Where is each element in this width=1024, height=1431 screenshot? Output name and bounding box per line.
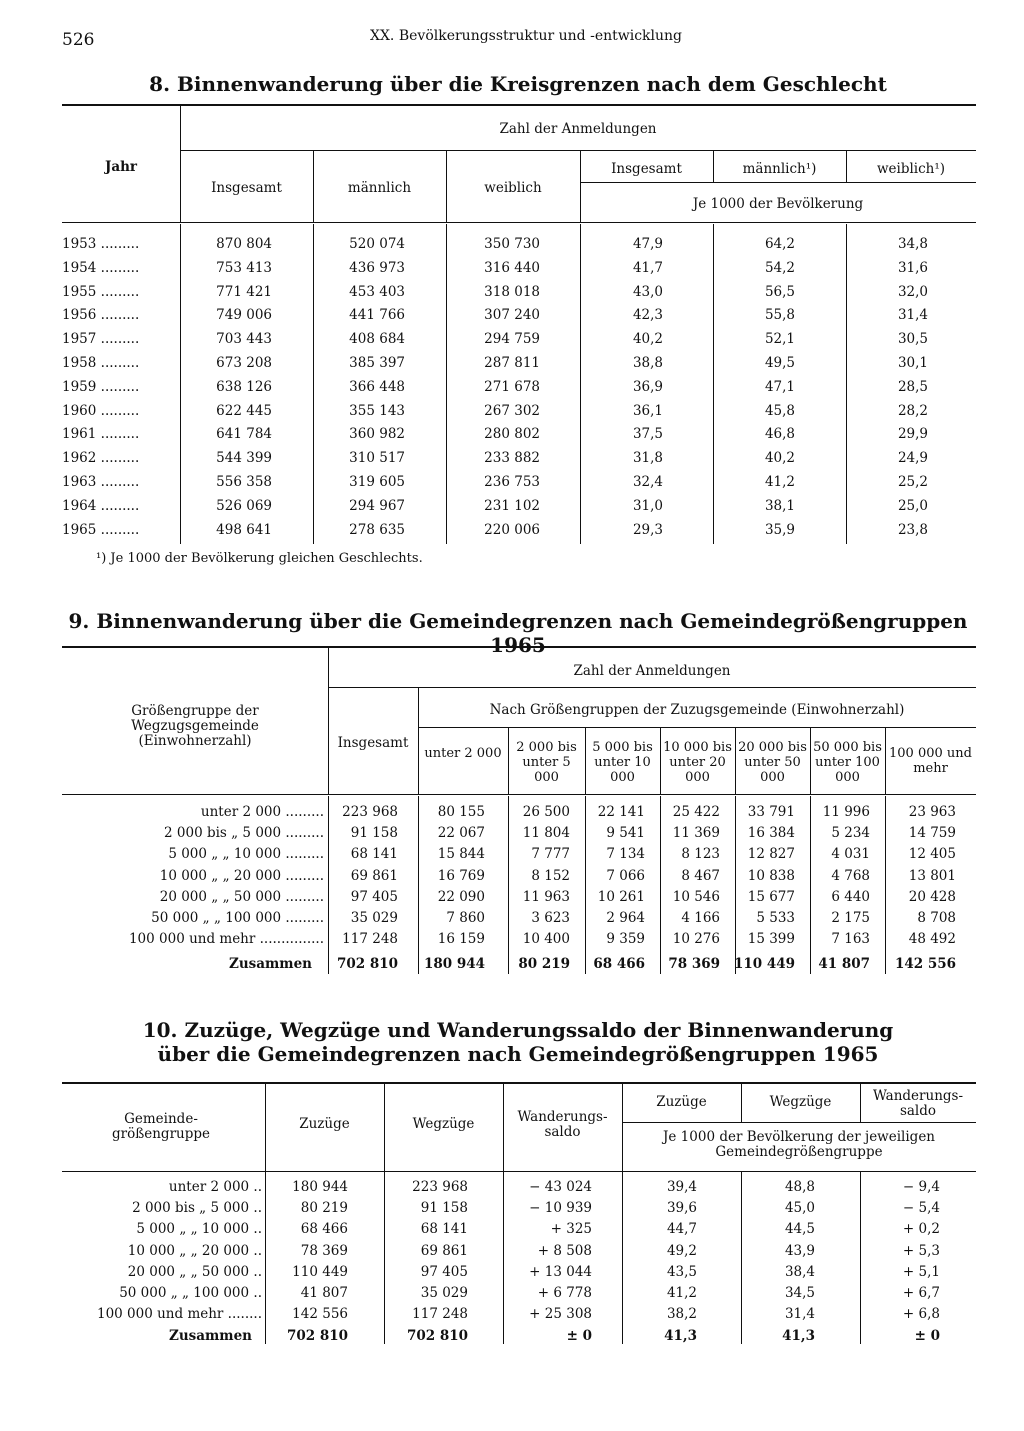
table8-value-cell: 360 982 (349, 426, 405, 443)
table9-total-cell: 180 944 (423, 956, 485, 972)
running-head: XX. Bevölkerungsstruktur und -entwicklung (370, 28, 683, 44)
table10-total-cell: 41,3 (664, 1328, 697, 1344)
table10-value-cell: + 13 044 (529, 1263, 592, 1280)
table8-value-cell: 47,1 (764, 378, 795, 395)
table10-total-cell: 702 810 (406, 1328, 468, 1344)
table9-total-label: Zusammen (229, 956, 312, 972)
table8-value-cell: 46,8 (764, 426, 795, 443)
table10-group-cell: 2 000 bis „ 5 000 .. (132, 1200, 262, 1217)
table9-value-cell: 8 123 (681, 846, 720, 863)
table8-header-insgesamt: Insgesamt (211, 180, 282, 196)
table10-value-cell: + 6,8 (902, 1306, 940, 1323)
table9-value-cell: 10 838 (747, 867, 795, 884)
table10-header-wegzuege: Wegzüge (412, 1116, 475, 1132)
table8-header-weiblich: weiblich (484, 180, 542, 196)
table9-value-cell: 7 066 (606, 867, 645, 884)
table9-value-cell: 7 860 (446, 910, 485, 926)
table8-value-cell: 40,2 (632, 331, 663, 348)
table10-value-cell: + 325 (550, 1221, 592, 1238)
table9-rule (62, 794, 976, 795)
table9-value-cell: 6 440 (831, 888, 870, 905)
table10-top-rule (62, 1082, 976, 1084)
table10-value-cell: 110 449 (292, 1263, 348, 1280)
table9-value-cell: 8 708 (917, 910, 956, 926)
table8-value-cell: 56,5 (764, 283, 795, 300)
table8-value-cell: 267 302 (484, 402, 540, 419)
table8-value-cell: 622 445 (216, 402, 272, 419)
table9-total-cell: 110 449 (733, 956, 795, 972)
table10-value-cell: 31,4 (784, 1306, 815, 1323)
table8-value-cell: 280 802 (484, 426, 540, 443)
table9-col-header: 10 000 bis unter 20 000 (663, 740, 732, 785)
table9-value-cell: 13 801 (908, 867, 956, 884)
table8-value-cell: 54,2 (764, 259, 795, 276)
table8-value-cell: 38,8 (632, 355, 663, 371)
table10-value-cell: 49,2 (666, 1242, 697, 1259)
table8-header-maennlich: männlich (347, 180, 412, 196)
table9-value-cell: 12 827 (747, 846, 795, 863)
table9-value-cell: 9 359 (606, 931, 645, 948)
table8-value-cell: 35,9 (764, 521, 795, 538)
table9-value-cell: 10 276 (672, 931, 720, 948)
table10-group-cell: unter 2 000 .. (168, 1179, 262, 1195)
table9-value-cell: 91 158 (350, 825, 398, 842)
table8-header-je1000: Je 1000 der Bevölkerung (692, 196, 864, 212)
table9-col-header: 20 000 bis unter 50 000 (738, 740, 807, 785)
table-rule (885, 727, 886, 794)
table10-total-cell: 41,3 (782, 1328, 815, 1344)
table9-value-cell: 12 405 (908, 846, 956, 863)
table8-value-cell: 55,8 (764, 307, 795, 324)
table8-value-cell: 233 882 (484, 450, 540, 467)
table10-value-cell: 43,9 (784, 1242, 815, 1259)
table9-value-cell: 33 791 (747, 804, 795, 820)
table8-value-cell: 38,1 (764, 497, 795, 514)
table8-value-cell: 385 397 (349, 355, 405, 371)
table9-col-header: unter 2 000 (424, 746, 502, 761)
table8-value-cell: 287 811 (484, 355, 540, 371)
table9-group-cell: 10 000 „ „ 20 000 ......... (159, 867, 324, 884)
table10-value-cell: 45,0 (784, 1200, 815, 1217)
table8-value-cell: 310 517 (349, 450, 405, 467)
table9-value-cell: 69 861 (350, 867, 398, 884)
table8-value-cell: 294 759 (484, 331, 540, 348)
table9-value-cell: 80 155 (437, 804, 485, 820)
table9-value-cell: 16 159 (437, 931, 485, 948)
table9-top-rule (62, 646, 976, 648)
table8-value-cell: 28,2 (897, 402, 928, 419)
table9-value-cell: 22 141 (597, 804, 645, 820)
table10-value-cell: 44,5 (784, 1221, 815, 1238)
table9-total-cell: 68 466 (593, 956, 645, 972)
table9-total-cell: 78 369 (668, 956, 720, 972)
table9-value-cell: 97 405 (350, 888, 398, 905)
table10-value-cell: 44,7 (666, 1221, 697, 1238)
table9-value-cell: 4 768 (831, 867, 870, 884)
table9-group-cell: 20 000 „ „ 50 000 ......... (159, 888, 324, 905)
table8-value-cell: 37,5 (632, 426, 663, 443)
table10-value-cell: 39,6 (666, 1200, 697, 1217)
table8-value-cell: 749 006 (216, 307, 272, 324)
table10-value-cell: 38,2 (666, 1306, 697, 1323)
table8-value-cell: 25,0 (897, 497, 928, 514)
page-number: 526 (62, 30, 95, 50)
table10-total-cell: ± 0 (566, 1328, 592, 1344)
table8-year-cell: 1960 ......... (62, 402, 140, 419)
table8-year-cell: 1957 ......... (62, 331, 140, 348)
table10-header-je1000: Je 1000 der Bevölkerung der jeweiligen Gemeindegrößengruppe (662, 1129, 936, 1160)
table9-value-cell: 7 134 (606, 846, 645, 863)
table10-total-label: Zusammen (169, 1328, 252, 1344)
table8-value-cell: 638 126 (216, 378, 272, 395)
table8-value-cell: 36,9 (632, 378, 663, 395)
table9-col-header: 50 000 bis unter 100 000 (813, 740, 882, 785)
table9-value-cell: 16 769 (437, 867, 485, 884)
table10-rule (622, 1122, 976, 1123)
table8-rule (580, 182, 976, 183)
table10-value-cell: 180 944 (292, 1179, 348, 1195)
table9-value-cell: 11 963 (522, 888, 570, 905)
table8-value-cell: 870 804 (216, 236, 272, 252)
table10-group-cell: 20 000 „ „ 50 000 .. (127, 1263, 262, 1280)
table10-value-cell: 117 248 (412, 1306, 468, 1323)
table10-rule (62, 1171, 976, 1172)
table10-header-zuzuege-rate: Zuzüge (656, 1094, 707, 1110)
table10-value-cell: − 10 939 (529, 1200, 592, 1217)
table9-value-cell: 5 234 (831, 825, 870, 842)
table8-value-cell: 278 635 (349, 521, 405, 538)
table8-value-cell: 236 753 (484, 474, 540, 490)
table8-value-cell: 31,6 (897, 259, 928, 276)
table10-value-cell: 48,8 (784, 1179, 815, 1195)
table10-value-cell: + 6,7 (902, 1285, 940, 1301)
table9-value-cell: 14 759 (908, 825, 956, 842)
table8-year-cell: 1958 ......... (62, 355, 140, 371)
table8-value-cell: 45,8 (764, 402, 795, 419)
table10-value-cell: 35 029 (420, 1285, 468, 1301)
table8-value-cell: 319 605 (349, 474, 405, 490)
table8-value-cell: 32,0 (897, 283, 928, 300)
table10-value-cell: 43,5 (666, 1263, 697, 1280)
table10-value-cell: 68 141 (420, 1221, 468, 1238)
table8-year-cell: 1953 ......... (62, 236, 140, 252)
table8-value-cell: 350 730 (484, 236, 540, 252)
table10-header-saldo: Wanderungs-saldo (517, 1109, 608, 1140)
table9-total-cell: 142 556 (894, 956, 956, 972)
table8-value-cell: 32,4 (632, 474, 663, 490)
table9-value-cell: 7 163 (831, 931, 870, 948)
table10-total-cell: 702 810 (286, 1328, 348, 1344)
table10-value-cell: 69 861 (420, 1242, 468, 1259)
table10-header-group: Gemeinde-größengruppe (112, 1111, 210, 1142)
table8-rule (180, 150, 976, 151)
table8-value-cell: 231 102 (484, 497, 540, 514)
table9-header-group: Größengruppe der Wegzugsgemeinde (Einwohnerzahl) (131, 703, 259, 749)
table9-value-cell: 26 500 (522, 804, 570, 820)
table9-value-cell: 10 546 (672, 888, 720, 905)
table10-value-cell: − 9,4 (902, 1179, 940, 1195)
table8-value-cell: 30,5 (897, 331, 928, 348)
table10-total-cell: ± 0 (914, 1328, 940, 1344)
table10-group-cell: 5 000 „ „ 10 000 .. (136, 1221, 262, 1238)
table9-total-cell: 41 807 (818, 956, 870, 972)
table-rule (735, 727, 736, 794)
table9-value-cell: 223 968 (342, 804, 398, 820)
table8-rule (62, 222, 976, 223)
table8-value-cell: 641 784 (216, 426, 272, 443)
table9-group-cell: 5 000 „ „ 10 000 ......... (168, 846, 324, 863)
table8-value-cell: 673 208 (216, 355, 272, 371)
table10-value-cell: 68 466 (300, 1221, 348, 1238)
table8-value-cell: 441 766 (349, 307, 405, 324)
table8-value-cell: 31,4 (897, 307, 928, 324)
table8-value-cell: 30,1 (897, 355, 928, 371)
table9-group-cell: 50 000 „ „ 100 000 ......... (151, 910, 324, 926)
table8-year-cell: 1959 ......... (62, 378, 140, 395)
table9-value-cell: 10 400 (522, 931, 570, 948)
table10-value-cell: + 5,1 (902, 1263, 940, 1280)
table8-value-cell: 25,2 (897, 474, 928, 490)
table8-value-cell: 28,5 (897, 378, 928, 395)
table10-value-cell: 97 405 (420, 1263, 468, 1280)
table9-value-cell: 11 804 (522, 825, 570, 842)
table9-value-cell: 4 031 (831, 846, 870, 863)
table-rule (660, 727, 661, 794)
table9-value-cell: 3 623 (531, 910, 570, 926)
table8-title: 8. Binnenwanderung über die Kreisgrenzen nach dem Geschlecht (149, 72, 887, 96)
table9-value-cell: 2 964 (606, 910, 645, 926)
table9-value-cell: 8 467 (681, 867, 720, 884)
table8-value-cell: 271 678 (484, 378, 540, 395)
table9-title: 9. Binnenwanderung über die Gemeindegrenzen nach Gemeindegrößengruppen 1965 (68, 609, 968, 657)
table8-value-cell: 41,2 (764, 474, 795, 490)
table8-value-cell: 29,9 (897, 426, 928, 443)
table9-value-cell: 68 141 (350, 846, 398, 863)
table10-title-line2: über die Gemeindegrenzen nach Gemeindegrößengruppen 1965 (157, 1042, 879, 1066)
table10-value-cell: + 6 778 (537, 1285, 592, 1301)
table8-header-maennlich-rate: männlich¹) (742, 161, 817, 177)
table9-group-cell: unter 2 000 ......... (200, 804, 324, 820)
table9-value-cell: 5 533 (756, 910, 795, 926)
table8-value-cell: 316 440 (484, 259, 540, 276)
table8-footnote: ¹) Je 1000 der Bevölkerung gleichen Geschlechts. (96, 551, 423, 566)
table10-value-cell: − 43 024 (529, 1179, 592, 1195)
table9-value-cell: 25 422 (672, 804, 720, 820)
table10-header-zuzuege: Zuzüge (299, 1116, 350, 1132)
table9-header-nach: Nach Größengruppen der Zuzugsgemeinde (Einwohnerzahl) (489, 702, 905, 718)
table10-header-wegzuege-rate: Wegzüge (769, 1094, 832, 1110)
table8-value-cell: 520 074 (349, 236, 405, 252)
table9-value-cell: 15 844 (437, 846, 485, 863)
table9-value-cell: 10 261 (597, 888, 645, 905)
table9-value-cell: 15 399 (747, 931, 795, 948)
table10-group-cell: 50 000 „ „ 100 000 .. (119, 1285, 262, 1301)
table9-total-cell: 80 219 (518, 956, 570, 972)
table8-value-cell: 31,8 (632, 450, 663, 467)
table9-value-cell: 20 428 (908, 888, 956, 905)
table8-value-cell: 294 967 (349, 497, 405, 514)
table9-group-cell: 2 000 bis „ 5 000 ......... (164, 825, 324, 842)
table10-title-line1: 10. Zuzüge, Wegzüge und Wanderungssaldo der Binnenwanderung (142, 1018, 894, 1042)
table8-value-cell: 49,5 (764, 355, 795, 371)
table10-value-cell: 78 369 (300, 1242, 348, 1259)
table8-value-cell: 29,3 (632, 521, 663, 538)
table9-value-cell: 35 029 (350, 910, 398, 926)
table8-value-cell: 771 421 (216, 283, 272, 300)
table9-value-cell: 16 384 (747, 825, 795, 842)
table10-value-cell: + 5,3 (902, 1242, 940, 1259)
table9-header-zahl: Zahl der Anmeldungen (573, 663, 731, 679)
table9-value-cell: 4 166 (681, 910, 720, 926)
table8-value-cell: 544 399 (216, 450, 272, 467)
table9-total-cell: 702 810 (336, 956, 398, 972)
table8-value-cell: 43,0 (632, 283, 663, 300)
table8-year-cell: 1962 ......... (62, 450, 140, 467)
table8-value-cell: 498 641 (216, 521, 272, 538)
table10-value-cell: 91 158 (420, 1200, 468, 1217)
table9-header-insgesamt: Insgesamt (337, 735, 409, 751)
table8-value-cell: 31,0 (632, 497, 663, 514)
table8-value-cell: 24,9 (897, 450, 928, 467)
table10-value-cell: + 25 308 (529, 1306, 592, 1323)
table8-value-cell: 36,1 (632, 402, 663, 419)
table8-value-cell: 52,1 (764, 331, 795, 348)
table9-value-cell: 48 492 (908, 931, 956, 948)
table9-value-cell: 8 152 (531, 867, 570, 884)
table8-value-cell: 453 403 (349, 283, 405, 300)
table-rule (508, 727, 509, 794)
table8-year-cell: 1964 ......... (62, 497, 140, 514)
table8-value-cell: 220 006 (484, 521, 540, 538)
table8-year-cell: 1956 ......... (62, 307, 140, 324)
table9-value-cell: 22 090 (437, 888, 485, 905)
table8-value-cell: 436 973 (349, 259, 405, 276)
table8-value-cell: 408 684 (349, 331, 405, 348)
table10-value-cell: 34,5 (784, 1285, 815, 1301)
table8-header-insgesamt-rate: Insgesamt (611, 161, 682, 177)
table8-header-group: Zahl der Anmeldungen (499, 121, 657, 137)
table9-rule (328, 687, 976, 688)
table10-value-cell: 41 807 (300, 1285, 348, 1301)
table9-value-cell: 11 369 (672, 825, 720, 842)
table9-value-cell: 15 677 (747, 888, 795, 905)
table10-value-cell: 223 968 (412, 1179, 468, 1195)
table8-value-cell: 40,2 (764, 450, 795, 467)
table-rule (585, 727, 586, 794)
table10-group-cell: 10 000 „ „ 20 000 .. (127, 1242, 262, 1259)
table8-year-cell: 1963 ......... (62, 474, 140, 490)
table8-value-cell: 753 413 (216, 259, 272, 276)
table10-value-cell: 142 556 (292, 1306, 348, 1323)
table8-value-cell: 355 143 (349, 402, 405, 419)
table8-value-cell: 526 069 (216, 497, 272, 514)
table10-value-cell: + 0,2 (902, 1221, 940, 1238)
table8-value-cell: 703 443 (216, 331, 272, 348)
table8-year-cell: 1954 ......... (62, 259, 140, 276)
table9-value-cell: 22 067 (437, 825, 485, 842)
table10-value-cell: 38,4 (784, 1263, 815, 1280)
table10-value-cell: − 5,4 (902, 1200, 940, 1217)
table8-value-cell: 318 018 (484, 283, 540, 300)
table8-value-cell: 47,9 (632, 236, 663, 252)
table9-col-header: 100 000 und mehr (889, 746, 972, 776)
table9-value-cell: 11 996 (822, 804, 870, 820)
table8-year-cell: 1961 ......... (62, 426, 140, 443)
table8-value-cell: 42,3 (632, 307, 663, 324)
table9-col-header: 2 000 bis unter 5 000 (516, 740, 577, 785)
table8-value-cell: 23,8 (897, 521, 928, 538)
table10-group-cell: 100 000 und mehr ........ (97, 1306, 262, 1323)
table9-rule (418, 727, 976, 728)
table8-value-cell: 556 358 (216, 474, 272, 490)
table8-year-cell: 1965 ......... (62, 521, 140, 538)
table10-value-cell: 80 219 (300, 1200, 348, 1217)
table9-value-cell: 9 541 (606, 825, 645, 842)
table8-header-weiblich-rate: weiblich¹) (876, 161, 946, 177)
table10-value-cell: + 8 508 (537, 1242, 592, 1259)
table8-header-jahr: Jahr (104, 159, 138, 175)
table9-group-cell: 100 000 und mehr ............... (128, 931, 324, 948)
table8-year-cell: 1955 ......... (62, 283, 140, 300)
table9-value-cell: 117 248 (342, 931, 398, 948)
table8-value-cell: 41,7 (632, 259, 663, 276)
table9-value-cell: 23 963 (908, 804, 956, 820)
table8-top-rule (62, 104, 976, 106)
table9-value-cell: 2 175 (831, 910, 870, 926)
table9-col-header: 5 000 bis unter 10 000 (592, 740, 653, 785)
table10-value-cell: 41,2 (666, 1285, 697, 1301)
table8-value-cell: 366 448 (349, 378, 405, 395)
table10-value-cell: 39,4 (666, 1179, 697, 1195)
table8-value-cell: 34,8 (897, 236, 928, 252)
table-rule (810, 727, 811, 794)
table9-value-cell: 7 777 (531, 846, 570, 863)
table8-value-cell: 307 240 (484, 307, 540, 324)
table8-value-cell: 64,2 (764, 236, 795, 252)
table10-header-saldo-rate: Wanderungs-saldo (872, 1088, 964, 1119)
